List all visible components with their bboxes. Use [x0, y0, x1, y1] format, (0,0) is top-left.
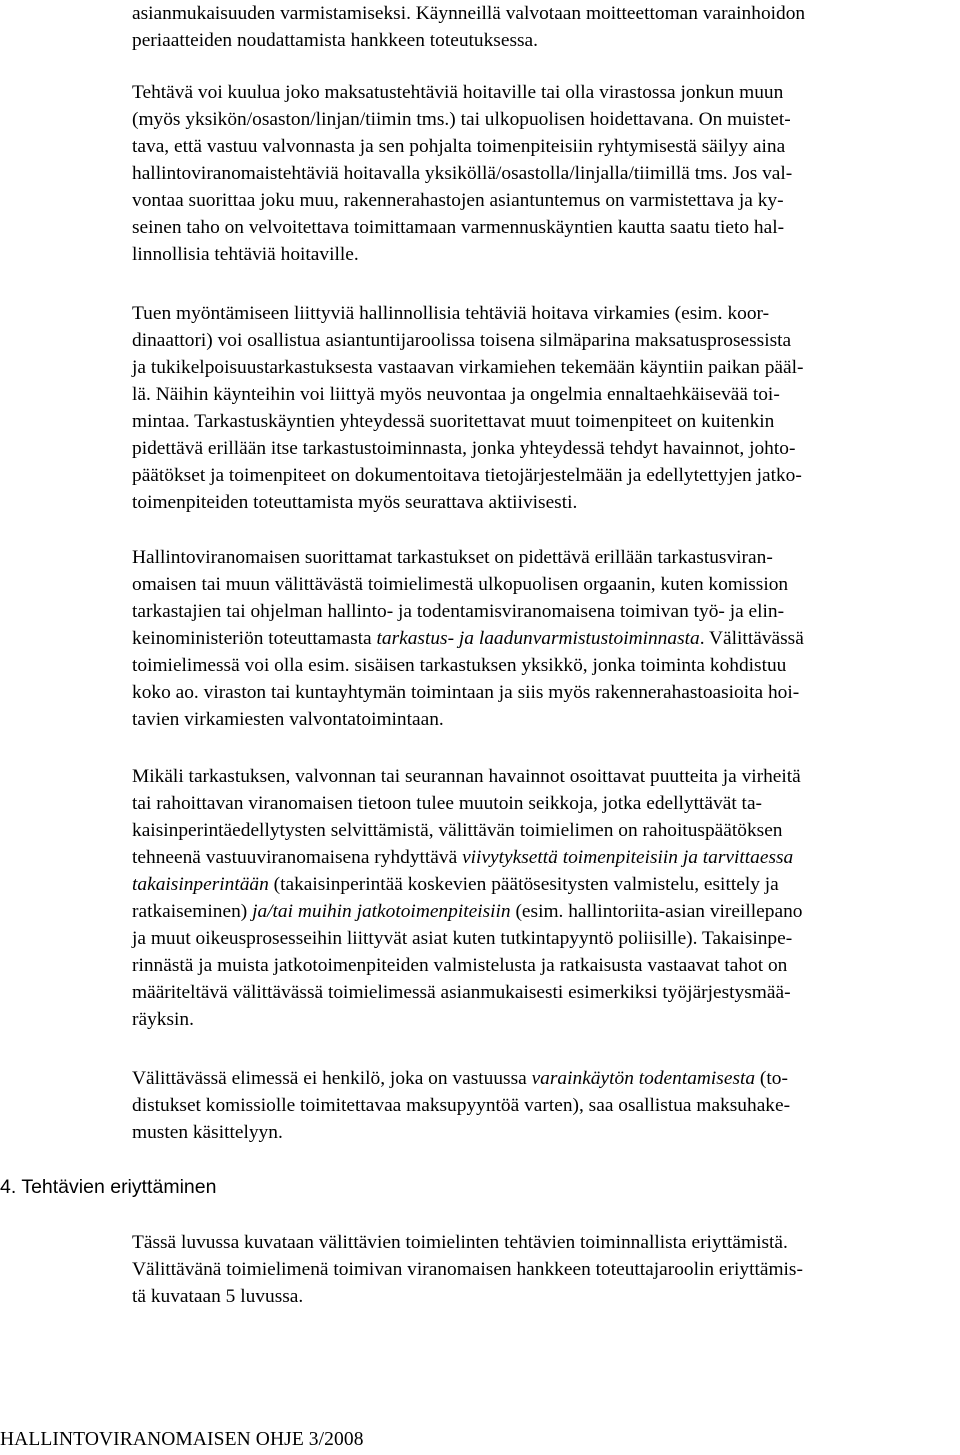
emphasis-text: varainkäytön todentamisesta: [531, 1068, 756, 1089]
paragraph-tehtava-vastuu: Tehtävä voi kuulua joko maksatustehtäviä hoitaville tai olla virastossa jonkun muun (myös yksikön/osaston/linjan/tiimin tms.) tai ulkopuolisen hoidettavana. On muistet- tava, että vastuu valvonnasta ja sen pohjalta toimenpiteisiin ryhtymisestä säilyy aina hallintoviranomaistehtäviä hoitavalla yksiköllä/osastolla/linjalla/tiimillä tms. Jos val- vontaa suorittaa joku muu, rakennerahastojen asiantuntemus on varmistettava ja ky- seinen taho on velvoitettava toimittamaan varmennuskäyntien kautta saatu tieto hal- linnollisia tehtäviä hoitaville.: [132, 82, 793, 265]
text-segment: (esim. hallintoriita-asian vireillepano ja muut oikeusprosesseihin liittyvät asiat kuten tutkintapyyntö poliisille). Takaisinpe- rinnästä ja muista jatkotoimenpiteiden valmistelusta ja ratkaisusta vastaavat tahot on määriteltävä välittävässä toimielimessä asianmukaisesti esimerkiksi työjärjestysmää- räyksin.: [132, 901, 803, 1030]
paragraph-tarkastukset-erillaan: [132, 544, 960, 733]
text-segment: . Välittävässä toimielimessä voi olla esim. sisäisen tarkastuksen yksikkö, jonka toiminta kohdistuu koko ao. viraston tai kuntayhtymän toimintaan ja siis myös rakennerahastoasioita hoi- tavien virkamiesten valvontatoimintaan.: [132, 628, 804, 730]
text-segment: (takaisinperintää koskevien päätösesitysten valmistelu, esittely ja ratkaiseminen): [132, 874, 779, 922]
paragraph-koordinaattori: Tuen myöntämiseen liittyviä hallinnollisia tehtäviä hoitava virkamies (esim. koor- dinaattori) voi osallistua asiantuntijaroolissa toisena silmäparina maksatusprosessista ja tukikelpoisuustarkastuksesta vastaavan virkamiehen tekemään käyntiin paikan pääl- lä. Näihin käynteihin voi liittyä myös neuvontaa ja ongelmia ennaltaehkäisevää toi- mintaa. Tarkastuskäyntien yhteydessä suoritettavat muut toimenpiteet on kuitenkin pidettävä erillään itse tarkastustoiminnasta, jonka yhteydessä tehdyt havainnot, johto- päätökset ja toimenpiteet on dokumentoitava tietojärjestelmään ja edellytettyjen jatko- toimenpiteiden toteuttamista myös seurattava aktiivisesti.: [132, 303, 804, 513]
text-segment: Välittävässä elimessä ei henkilö, joka on vastuussa: [132, 1068, 532, 1089]
emphasis-text: ja/tai muihin jatkotoimenpiteisiin: [252, 901, 511, 922]
paragraph-luvun-kuvaus: Tässä luvussa kuvataan välittävien toimielinten tehtävien toiminnallista eriyttämistä. Välittävänä toimielimenä toimivan viranomaisen hankkeen toteuttajaroolin eriyttämis- tä kuvataan 5 luvussa.: [132, 1232, 803, 1307]
paragraph-valvonta-intro: asianmukaisuuden varmistamiseksi. Käynneillä valvotaan moitteettoman varainhoidon periaatteiden noudattamista hankkeen toteutuksessa.: [132, 3, 806, 51]
text-segment: Hallintoviranomaisen suorittamat tarkastukset on pidettävä erillään tarkastusviran- omaisen tai muun välittävästä toimielimestä ulkopuolisen orgaanin, kuten komission tarkastajien tai ohjelman hallinto- ja todentamisviranomaisena toimivan työ- ja elin- keinoministeriön toteuttamasta: [132, 547, 789, 649]
page-footer: HALLINTOVIRANOMAISEN OHJE 3/2008: [0, 1429, 364, 1450]
paragraph-varainkaytto: [132, 1065, 960, 1146]
section-heading: 4. Tehtävien eriyttäminen: [0, 1176, 217, 1198]
emphasis-text: viivytyksettä toimenpiteisiin ja tarvittaessa takaisinperintään: [132, 847, 794, 895]
emphasis-text: tarkastus- ja laadunvarmistustoiminnasta: [376, 628, 700, 649]
text-segment: Mikäli tarkastuksen, valvonnan tai seurannan havainnot osoittavat puutteita ja virheitä tai rahoittavan viranomaisen tietoon tulee muutoin seikkoja, jotka edellyttävät ta- kaisinperintäedellytysten selvittämistä, välittävän toimielimen on rahoituspäätöksen tehneenä vastuuviranomaisena ryhdyttävä: [132, 766, 801, 868]
paragraph-takaisinperinta: [132, 763, 960, 1033]
text-segment: (to- distukset komissiolle toimitettavaa maksupyyntöä varten), saa osallistua maksuhake- musten käsittelyyn.: [132, 1068, 791, 1143]
